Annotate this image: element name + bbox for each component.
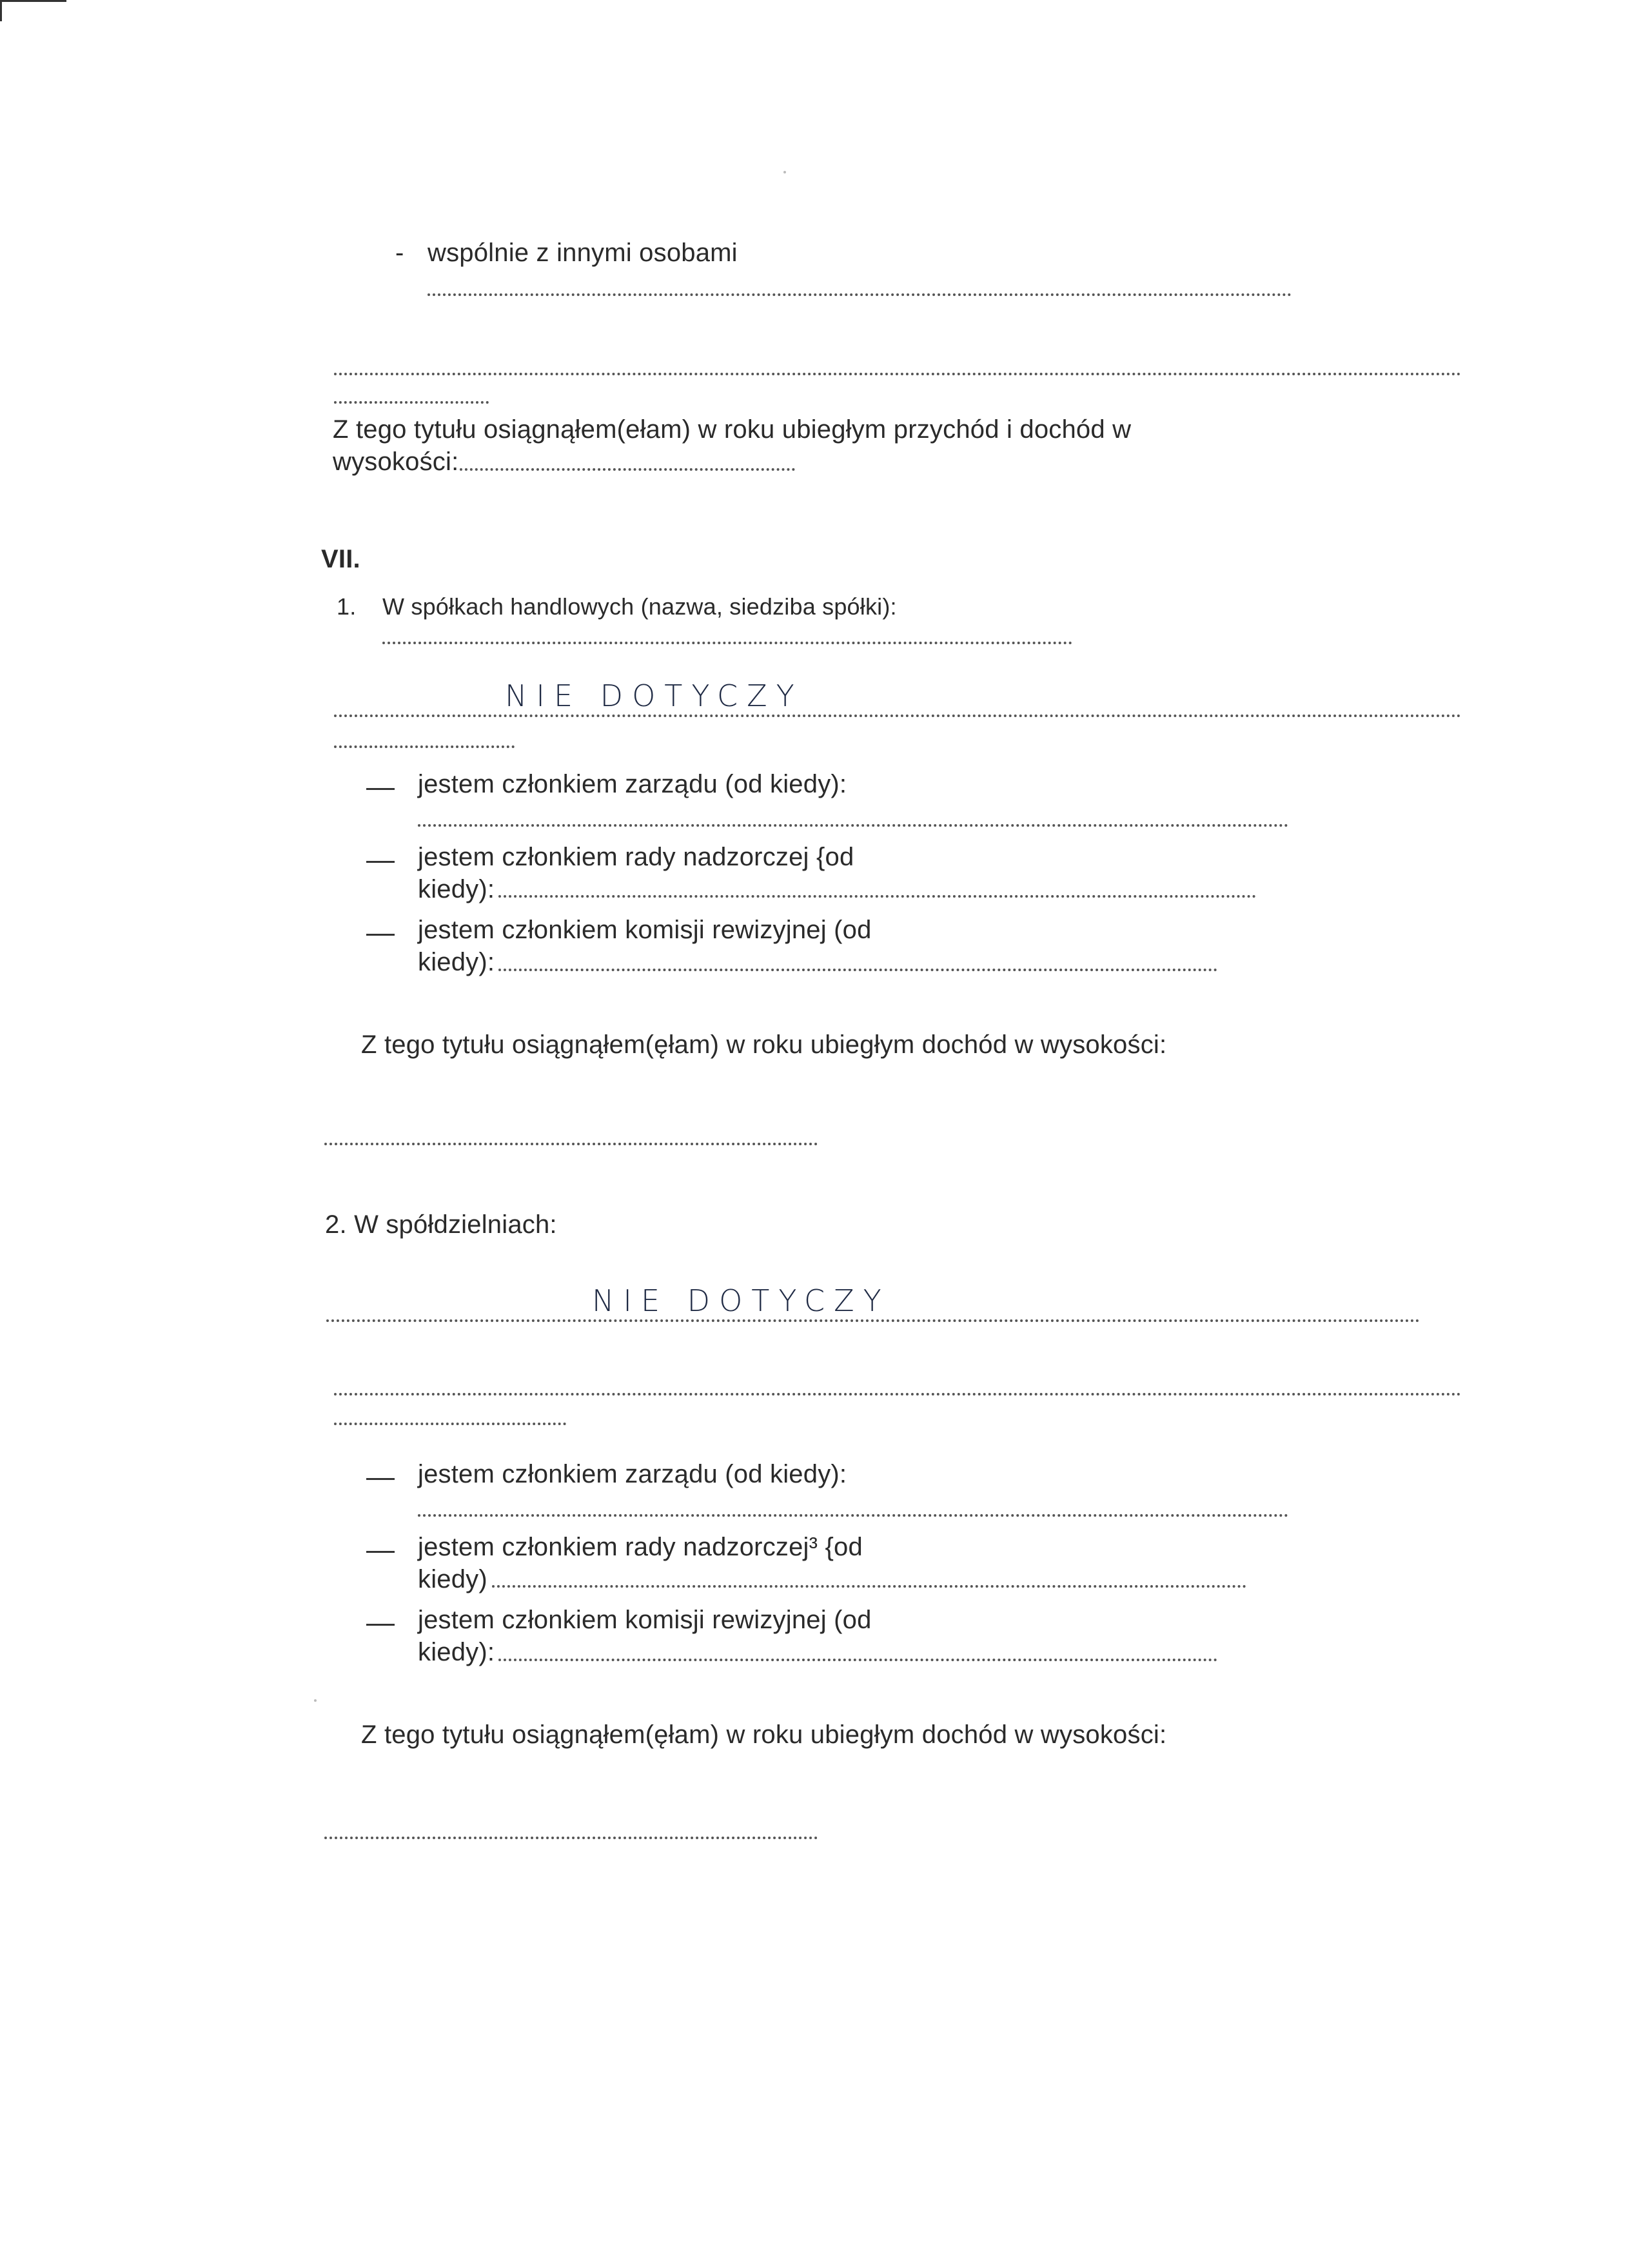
handwritten-not-applicable: NIE DOTYCZY — [505, 678, 803, 713]
income-text-line2: wysokości: — [333, 448, 459, 476]
fill-line — [498, 1659, 1217, 1661]
audit-committee-label: jestem członkiem komisji rewizyjnej (od — [418, 1606, 872, 1634]
income-text-line1: Z tego tytułu osiągnąłem(ełam) w roku ubiegłym przychód i dochód w — [333, 415, 1132, 444]
fill-line — [334, 715, 1461, 717]
scan-speck — [783, 171, 786, 173]
fill-line — [324, 1837, 818, 1839]
fill-line — [492, 1585, 1246, 1588]
supervisory-board-label: jestem członkiem rady nadzorczej³ {od — [418, 1533, 863, 1561]
fill-line — [334, 745, 515, 748]
jointly-label: wspólnie z innymi osobami — [428, 239, 738, 267]
board-member-label: jestem członkiem zarządu (od kiedy): — [418, 770, 847, 798]
scan-corner-mark — [0, 0, 66, 21]
list-dash — [366, 788, 395, 790]
supervisory-board-label-cont: kiedy): — [418, 875, 495, 903]
fill-line — [498, 895, 1256, 898]
fill-line — [326, 1319, 1420, 1322]
fill-line — [334, 401, 489, 404]
list-dash — [366, 1551, 395, 1553]
fill-line — [334, 1423, 566, 1425]
fill-line — [382, 642, 1072, 644]
list-dash — [366, 861, 395, 863]
supervisory-board-label: jestem członkiem rady nadzorczej {od — [418, 843, 854, 871]
fill-line — [418, 824, 1288, 827]
item-label: 2. W spółdzielniach: — [325, 1210, 557, 1239]
audit-committee-label: jestem członkiem komisji rewizyjnej (od — [418, 916, 872, 944]
fill-line — [498, 969, 1217, 971]
list-dash — [366, 1478, 395, 1480]
item-label: W spółkach handlowych (nazwa, siedziba spółki): — [382, 593, 897, 620]
income-label: Z tego tytułu osiągnąłem(ęłam) w roku ubiegłym dochód w wysokości: — [361, 1030, 1167, 1059]
section-heading: VII. — [321, 545, 360, 573]
list-dash — [366, 1624, 395, 1626]
fill-line — [334, 373, 1461, 375]
audit-committee-label-cont: kiedy): — [418, 1638, 495, 1666]
scan-speck — [314, 1699, 317, 1702]
fill-line — [460, 468, 795, 471]
handwritten-not-applicable: NIE DOTYCZY — [592, 1283, 890, 1318]
fill-line — [428, 293, 1292, 296]
income-label: Z tego tytułu osiągnąłem(ęłam) w roku ubiegłym dochód w wysokości: — [361, 1721, 1167, 1749]
list-dash — [366, 934, 395, 936]
audit-committee-label-cont: kiedy): — [418, 948, 495, 976]
fill-line — [324, 1143, 818, 1145]
fill-line — [334, 1393, 1461, 1395]
supervisory-board-label-cont: kiedy) — [418, 1565, 487, 1593]
bullet-dash: - — [395, 239, 404, 267]
item-number: 1. — [337, 593, 357, 620]
board-member-label: jestem członkiem zarządu (od kiedy): — [418, 1460, 847, 1488]
fill-line — [418, 1514, 1288, 1517]
